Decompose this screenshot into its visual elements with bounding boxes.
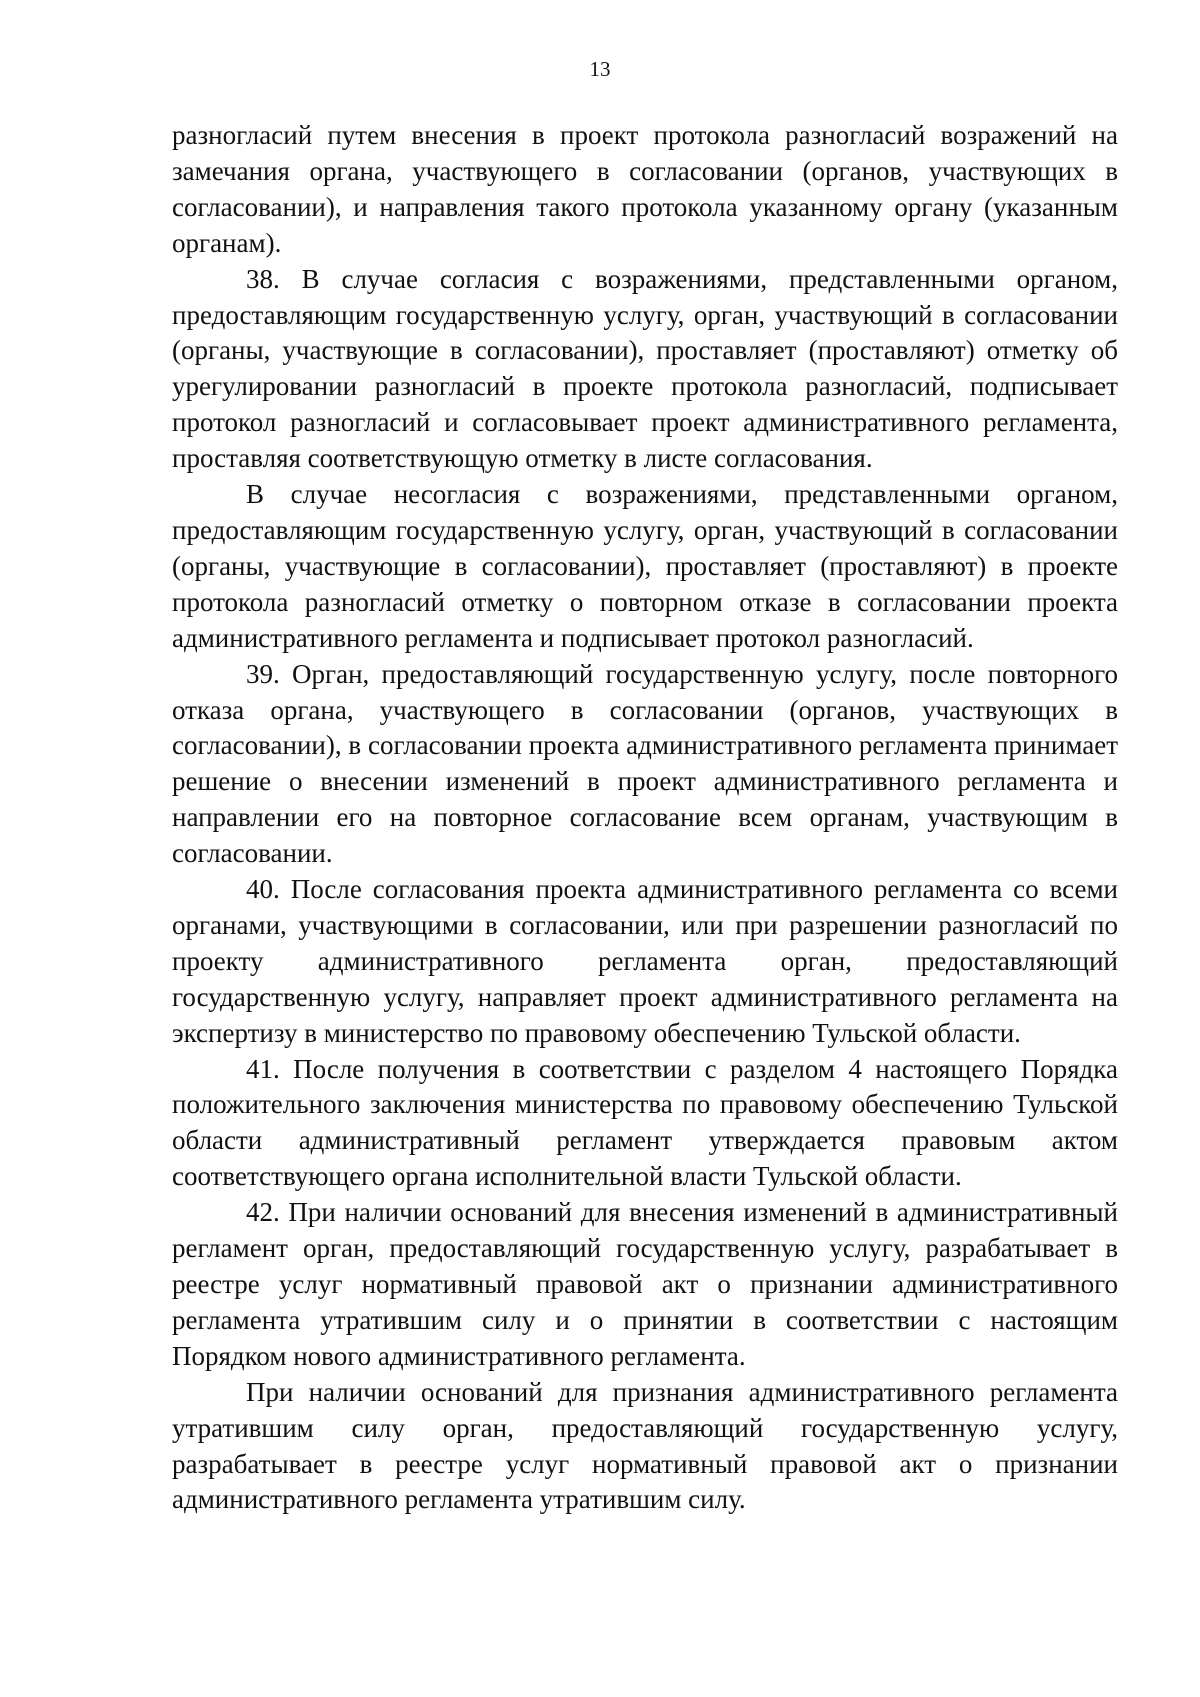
- document-body: [172, 118, 1118, 1518]
- paragraph-continuation: разногласий путем внесения в проект протокола разногласий возражений на замечания органа, участвующего в согласовании (органов, участвующих в согласовании), и направления такого протокола указанному органу (указанным органам).: [172, 120, 1118, 258]
- paragraph-item-39: 39. Орган, предоставляющий государственную услугу, после повторного отказа органа, участвующего в согласовании (органов, участвующих в согласовании), в согласовании проекта административного регламента принимает решение о внесении изменений в проект административного регламента и направлении его на повторное согласование всем органам, участвующим в согласовании.: [172, 658, 1118, 869]
- paragraph-item-42-repeal: При наличии оснований для признания административного регламента утратившим силу орган, предоставляющий государственную услугу, разрабатывает в реестре услуг нормативный правовой акт о признании административного регламента утратившим силу.: [172, 1376, 1118, 1515]
- paragraph-item-41: 41. После получения в соответствии с разделом 4 настоящего Порядка положительного заключения министерства по правовому обеспечению Тульской области административный регламент утверждается правовым актом соответствующего органа исполнительной власти Тульской области.: [172, 1053, 1118, 1192]
- paragraph-item-38-disagreement: В случае несогласия с возражениями, представленными органом, предоставляющим государственную услугу, орган, участвующий в согласовании (органы, участвующие в согласовании), проставляет (проставляют) в проекте протокола разногласий отметку о повторном отказе в согласовании проекта административного регламента и подписывает протокол разногласий.: [172, 479, 1118, 653]
- paragraph-item-38: 38. В случае согласия с возражениями, представленными органом, предоставляющим государственную услугу, орган, участвующий в согласовании (органы, участвующие в согласовании), проставляет (проставляют) отметку об урегулировании разногласий в проекте протокола разногласий, подписывает протокол разногласий и согласовывает проект административного регламента, проставляя соответствующую отметку в листе согласования.: [172, 263, 1118, 474]
- paragraph-item-40: 40. После согласования проекта административного регламента со всеми органами, участвующими в согласовании, или при разрешении разногласий по проекту административного регламента орган, предоставляющий государственную услугу, направляет проект административного регламента на экспертизу в министерство по правовому обеспечению Тульской области.: [172, 874, 1118, 1048]
- page-number: 13: [589, 57, 611, 81]
- paragraph-item-42: 42. При наличии оснований для внесения изменений в административный регламент орган, предоставляющий государственную услугу, разрабатывает в реестре услуг нормативный правовой акт о признании административного регламента утратившим силу и о принятии в соответствии с настоящим Порядком нового административного регламента.: [172, 1197, 1118, 1371]
